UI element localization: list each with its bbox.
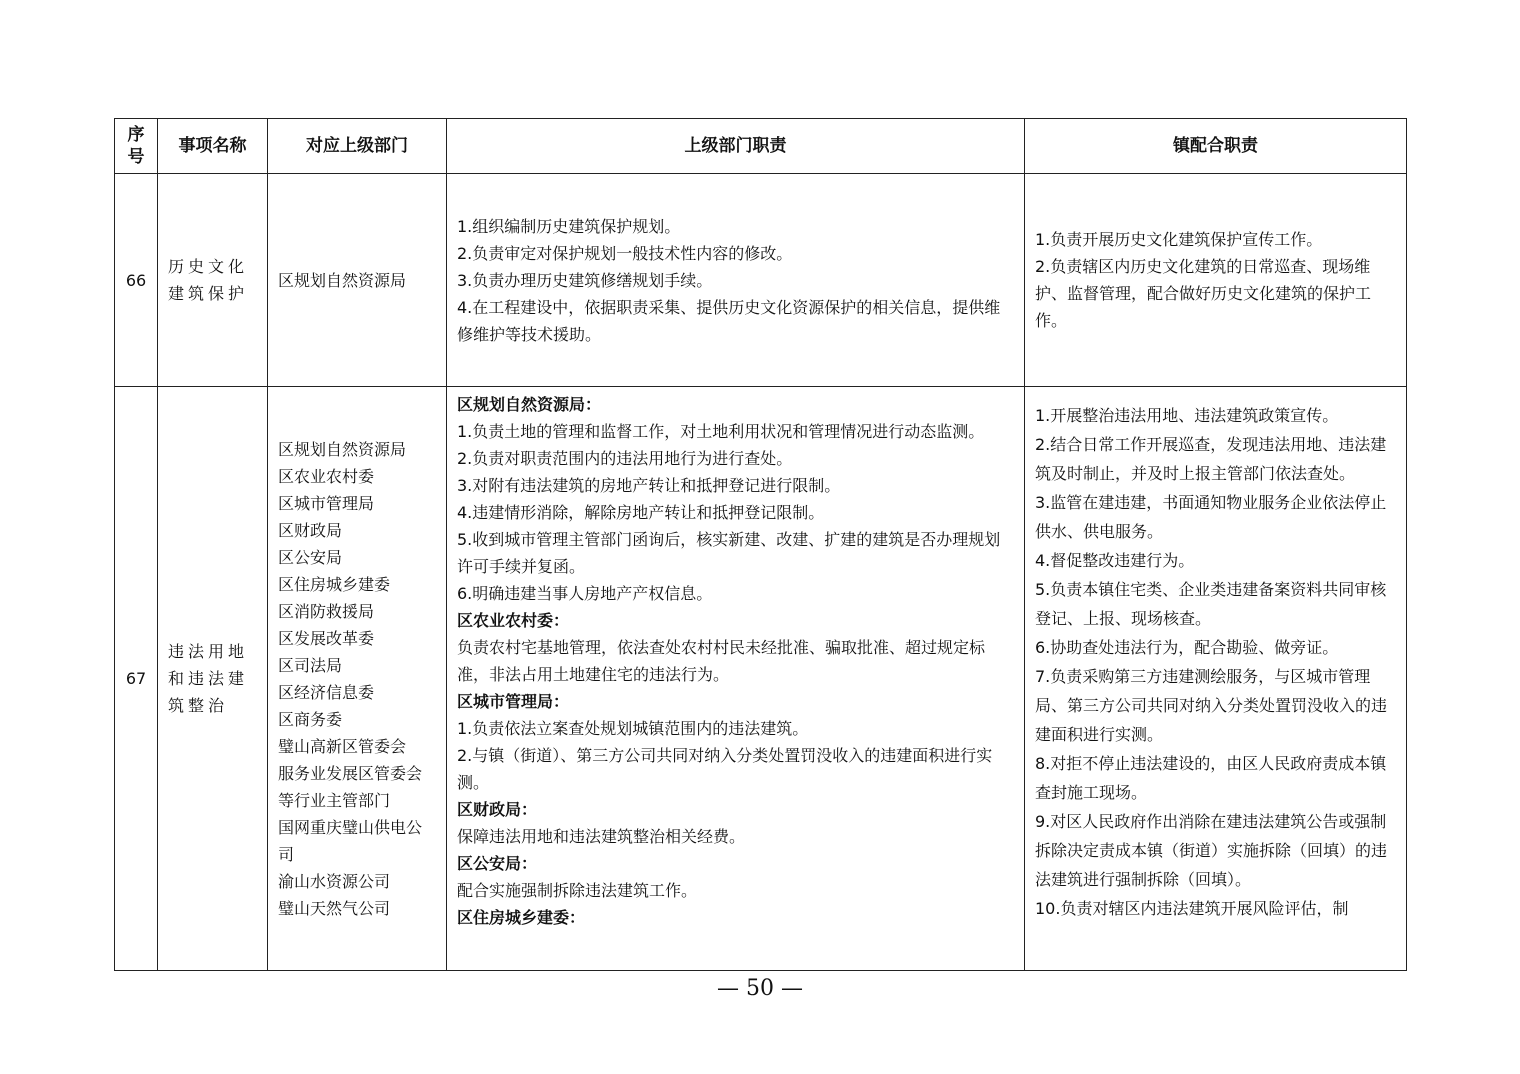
dept-line: 区商务委 <box>278 709 343 729</box>
dept-line: 服务业发展区管委会等行业主管部门 <box>278 763 423 810</box>
town-duty-line: 7.负责采购第三方违建测绘服务，与区城市管理局、第三方公司共同对纳入分类处置罚没收入的违建面积进行实测。 <box>1035 667 1388 744</box>
duty-line: 5.收到城市管理主管部门函询后，核实新建、改建、扩建的建筑是否办理规划许可手续并复函。 <box>457 530 1001 576</box>
town-duty-line: 1.开展整治违法用地、违法建筑政策宣传。 <box>1035 406 1339 425</box>
dept-heading: 区财政局： <box>457 800 538 819</box>
dept-line: 璧山高新区管委会 <box>278 736 407 756</box>
superior-duties <box>447 174 1025 387</box>
dept-line: 区经济信息委 <box>278 682 375 702</box>
superior-dept <box>268 174 447 387</box>
header-row <box>115 119 1407 174</box>
duty-line: 1.组织编制历史建筑保护规划。 <box>457 216 681 236</box>
dept-heading: 区公安局： <box>457 854 538 873</box>
duty-line: 4.违建情形消除，解除房地产转让和抵押登记限制。 <box>457 503 825 522</box>
town-duty-line: 9.对区人民政府作出消除在建违法建筑公告或强制拆除决定责成本镇（街道）实施拆除（回填）的违法建筑进行强制拆除（回填）。 <box>1035 812 1388 889</box>
duty-line: 1.负责依法立案查处规划城镇范围内的违法建筑。 <box>457 719 809 738</box>
duty-line: 2.负责对职责范围内的违法用地行为进行查处。 <box>457 449 793 468</box>
dept-heading: 区住房城乡建委： <box>457 908 586 927</box>
item-name: 历史文化建筑保护 <box>158 174 268 387</box>
superior-duties <box>447 387 1025 971</box>
duty-line: 4.在工程建设中，依据职责采集、提供历史文化资源保护的相关信息，提供维修维护等技术援助。 <box>457 297 1001 344</box>
duty-line: 2.负责审定对保护规划一般技术性内容的修改。 <box>457 243 793 263</box>
item-name: 违法用地和违法建筑整治 <box>158 387 268 971</box>
town-duties <box>1025 387 1407 971</box>
dept-heading: 区农业农村委： <box>457 611 570 630</box>
duty-line: 3.负责办理历史建筑修缮规划手续。 <box>457 270 713 290</box>
page-number: — 50 — <box>717 976 803 1001</box>
dept-heading: 区规划自然资源局： <box>457 395 602 414</box>
duty-line: 配合实施强制拆除违法建筑工作。 <box>457 881 698 900</box>
town-duty-line: 6.协助查处违法行为，配合勘验、做旁证。 <box>1035 638 1339 657</box>
dept-line: 区规划自然资源局 <box>278 439 407 459</box>
duty-line: 负责农村宅基地管理，依法查处农村村民未经批准、骗取批准、超过规定标准，非法占用土地建住宅的违法行为。 <box>457 638 986 684</box>
dept-line: 璧山天然气公司 <box>278 898 391 918</box>
dept-line: 区农业农村委 <box>278 466 375 486</box>
town-duty-line: 8.对拒不停止违法建设的，由区人民政府责成本镇查封施工现场。 <box>1035 754 1387 802</box>
town-duty-line: 5.负责本镇住宅类、企业类违建备案资料共同审核登记、上报、现场核查。 <box>1035 580 1387 628</box>
row-number: 67 <box>115 387 158 971</box>
dept-line: 区消防救援局 <box>278 601 375 621</box>
town-duty-line: 4.督促整改违建行为。 <box>1035 551 1195 570</box>
dept-line: 区发展改革委 <box>278 628 375 648</box>
town-duty-line: 10.负责对辖区内违法建筑开展风险评估，制 <box>1035 899 1349 918</box>
town-duty-line: 2.负责辖区内历史文化建筑的日常巡查、现场维护、监督管理，配合做好历史文化建筑的保护工作。 <box>1035 257 1372 330</box>
table-row <box>115 387 1407 971</box>
dept-line: 国网重庆璧山供电公司 <box>278 817 423 864</box>
town-duty-line: 1.负责开展历史文化建筑保护宣传工作。 <box>1035 230 1323 249</box>
dept-line: 区规划自然资源局 <box>278 270 407 290</box>
duty-line: 3.对附有违法建筑的房地产转让和抵押登记进行限制。 <box>457 476 841 495</box>
duty-line: 2.与镇（街道）、第三方公司共同对纳入分类处置罚没收入的违建面积进行实测。 <box>457 746 993 792</box>
table-row <box>115 174 1407 387</box>
duty-table <box>114 118 1407 971</box>
duty-line: 6.明确违建当事人房地产产权信息。 <box>457 584 713 603</box>
header-superior-dept: 对应上级部门 <box>268 119 447 174</box>
dept-line: 区财政局 <box>278 520 343 540</box>
dept-line: 区公安局 <box>278 547 343 567</box>
duty-line: 1.负责土地的管理和监督工作，对土地利用状况和管理情况进行动态监测。 <box>457 422 985 441</box>
town-duties <box>1025 174 1407 387</box>
superior-dept <box>268 387 447 971</box>
dept-heading: 区城市管理局： <box>457 692 570 711</box>
duty-line: 保障违法用地和违法建筑整治相关经费。 <box>457 827 746 846</box>
header-item-name: 事项名称 <box>158 119 268 174</box>
row-number: 66 <box>115 174 158 387</box>
dept-line: 区城市管理局 <box>278 493 375 513</box>
header-town-duties: 镇配合职责 <box>1025 119 1407 174</box>
dept-line: 渝山水资源公司 <box>278 871 391 891</box>
dept-line: 区司法局 <box>278 655 343 675</box>
dept-line: 区住房城乡建委 <box>278 574 391 594</box>
town-duty-line: 2.结合日常工作开展巡查，发现违法用地、违法建筑及时制止，并及时上报主管部门依法查处。 <box>1035 435 1387 483</box>
header-serial: 序号 <box>115 119 158 174</box>
town-duty-line: 3.监管在建违建，书面通知物业服务企业依法停止供水、供电服务。 <box>1035 493 1387 541</box>
header-superior-duties: 上级部门职责 <box>447 119 1025 174</box>
